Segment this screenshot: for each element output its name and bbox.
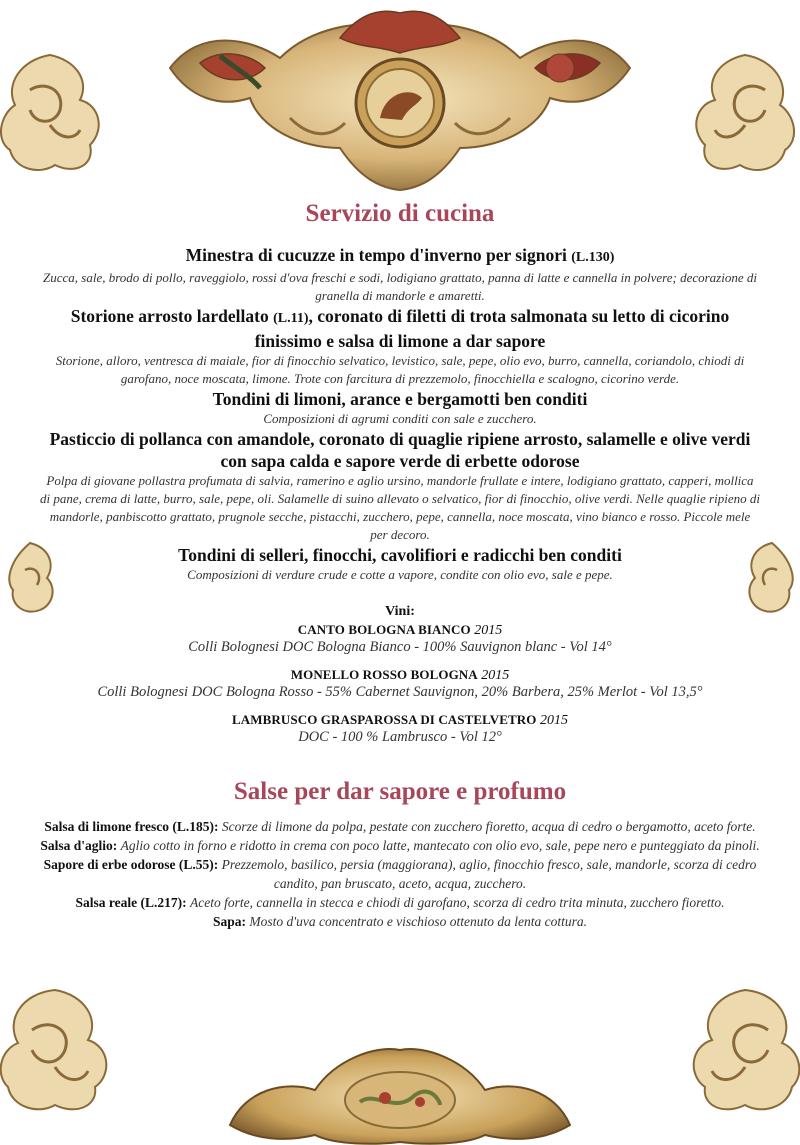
dish-item: [40, 244, 760, 305]
wines-heading: Vini:: [385, 603, 415, 619]
wine-year: 2015: [474, 622, 503, 638]
dish-item: [40, 428, 760, 544]
sauce-item: Salsa d'aglio: Aglio cotto in forno e ridotto in crema con poco latte, mantecato con olio evo, sale, pepe nero e punteggiato da pinoli.: [40, 838, 760, 853]
sauce-item: Salsa di limone fresco (L.185): Scorze di limone da polpa, pestate con zucchero fioretto, acqua di cedro o bergamotto, aceto forte.: [44, 819, 756, 834]
top-right-flourish-ornament: [690, 50, 795, 175]
sauce-item: Salsa reale (L.217): Aceto forte, cannella in stecca e chiodi di garofano, scorza di cedro trita minuta, zucchero fioretto.: [75, 895, 725, 910]
top-left-flourish-ornament: [0, 50, 105, 175]
top-cartouche-ornament: [160, 8, 640, 193]
dish-description: Composizioni di verdure crude e cotte a vapore, condite con olio evo, sale e pepe.: [187, 566, 613, 582]
wine-item: [40, 667, 760, 701]
dish-description: Polpa di giovane pollastra profumata di salvia, ramerino e aglio ursino, mandorle frullate e intere, lodigiano grattato, capperi, mollica di pane, crema di latte, burro, sale, pepe, oli. Salamelle di suino allevato o selvatico, fior di finocchio, olive verdi. Nelle quaglie ripieno di mandorle, panbiscotto grattato, prugnole secche, pistacchi, zucchero, pepe, cannella, noce moscata, vino bianco e rosso. Piccole mele per decoro.: [40, 472, 760, 542]
wine-name: CANTO BOLOGNA BIANCO: [297, 621, 471, 637]
wine-item: [40, 712, 760, 746]
dish-item: [40, 305, 760, 388]
sauce-item: Sapa: Mosto d'uva concentrato e vischioso ottenuto da lenta cottura.: [212, 914, 588, 929]
section-title-salse: Salse per dar sapore e profumo: [233, 777, 567, 805]
wine-description: DOC - 100 % Lambrusco - Vol 12°: [298, 728, 502, 745]
bottom-left-flourish-ornament: [0, 985, 115, 1115]
dish-description: Storione, alloro, ventresca di maiale, fior di finocchio selvatico, levistico, sale, pepe, olio evo, burro, cannella, coriandolo, chiodi di garofano, noce moscata, limone. Trote con farcitura di prezzemolo, finocchiella e scalogno, cicorino verde.: [55, 352, 745, 386]
wine-list: [40, 604, 760, 746]
dish-item: [40, 388, 760, 428]
dish-description: Zucca, sale, brodo di pollo, raveggiolo, rossi d'ova freschi e sodi, lodigiano grattato, panna di latte e cannella in polvere; decorazione di granella di mandorle e amaretti.: [43, 269, 757, 303]
wine-name: MONELLO ROSSO BOLOGNA: [290, 666, 478, 682]
dish-item: [40, 544, 760, 584]
sauce-item: Sapore di erbe odorose (L.55): Prezzemolo, basilico, persia (maggiorana), aglio, finocchio fresco, sale, mandorle, scorza di cedro candito, pan bruscato, aceto, acqua, zucchero.: [43, 857, 757, 891]
wine-description: Colli Bolognesi DOC Bologna Rosso - 55% Cabernet Sauvignon, 20% Barbera, 25% Merlot - Vol 13,5°: [97, 683, 703, 700]
menu-content: [40, 200, 760, 931]
bottom-right-flourish-ornament: [685, 985, 800, 1115]
section-title-servizio: Servizio di cucina: [305, 200, 495, 227]
wine-year: 2015: [481, 667, 510, 683]
wine-name: LAMBRUSCO GRASPAROSSA DI CASTELVETRO: [232, 711, 537, 727]
dish-title: Tondini di limoni, arance e bergamotti ben conditi: [212, 388, 588, 409]
dish-title: Tondini di selleri, finocchi, cavolifiori e radicchi ben conditi: [178, 544, 622, 565]
bottom-cartouche-ornament: [225, 1030, 575, 1145]
wine-description: Colli Bolognesi DOC Bologna Bianco - 100% Sauvignon blanc - Vol 14°: [188, 638, 612, 655]
wine-item: [40, 622, 760, 656]
dish-title: Minestra di cucuzze in tempo d'inverno per signori (L.130): [185, 244, 615, 265]
dish-title: Pasticcio di pollanca con amandole, coronato di quaglie ripiene arrosto, salamelle e olive verdi con sapa calda e sapore verde di erbette odorose: [49, 428, 751, 471]
dish-description: Composizioni di agrumi conditi con sale e zucchero.: [263, 410, 537, 426]
wine-year: 2015: [539, 712, 568, 728]
dish-title: Storione arrosto lardellato (L.11), coronato di filetti di trota salmonata su letto di cicorino finissimo e salsa di limone a dar sapore: [70, 305, 730, 351]
